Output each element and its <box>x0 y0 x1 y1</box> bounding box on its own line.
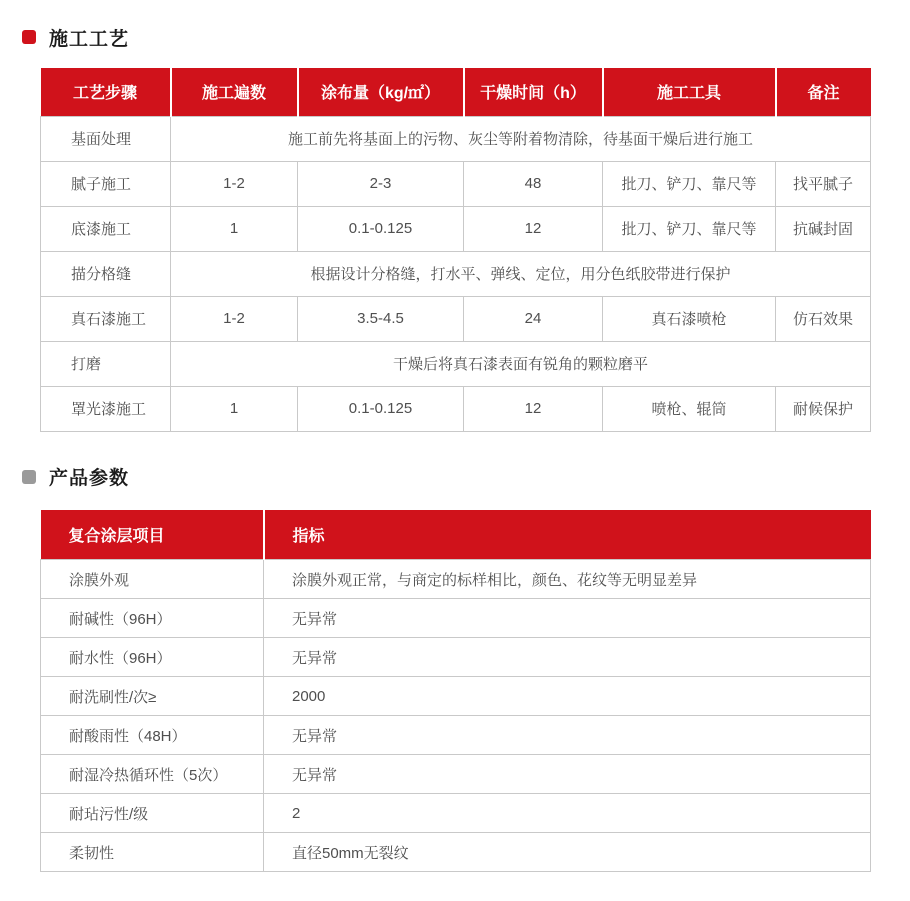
cell-item: 耐酸雨性（48H） <box>41 716 264 755</box>
construction-process-table <box>40 68 871 432</box>
cell-drying-time: 12 <box>464 386 603 431</box>
table-row <box>41 251 871 296</box>
cell-coating-amount: 0.1-0.125 <box>298 206 464 251</box>
parameters-table-body <box>41 560 871 872</box>
cell-merged-note: 根据设计分格缝，打水平、弹线、定位，用分色纸胶带进行保护 <box>171 251 871 296</box>
table-row <box>41 755 871 794</box>
section2-header <box>22 466 870 488</box>
table-row <box>41 206 871 251</box>
parameters-table-head <box>41 510 871 560</box>
cell-value: 无异常 <box>264 599 871 638</box>
product-parameters-table <box>40 510 871 873</box>
cell-step: 罩光漆施工 <box>41 386 171 431</box>
table-row <box>41 638 871 677</box>
cell-merged-note: 干燥后将真石漆表面有锐角的颗粒磨平 <box>171 341 871 386</box>
cell-value: 直径50mm无裂纹 <box>264 833 871 872</box>
cell-step: 打磨 <box>41 341 171 386</box>
table-row <box>41 560 871 599</box>
col-header-indicator: 指标 <box>264 510 871 560</box>
header-row <box>41 68 871 116</box>
cell-tools: 喷枪、辊筒 <box>603 386 776 431</box>
header-row <box>41 510 871 560</box>
cell-drying-time: 48 <box>464 161 603 206</box>
cell-remarks: 仿石效果 <box>776 296 871 341</box>
cell-step: 描分格缝 <box>41 251 171 296</box>
cell-item: 耐湿冷热循环性（5次） <box>41 755 264 794</box>
section1-header <box>22 26 870 48</box>
cell-value: 2000 <box>264 677 871 716</box>
table-row <box>41 677 871 716</box>
cell-remarks: 耐候保护 <box>776 386 871 431</box>
table-row <box>41 833 871 872</box>
cell-value: 无异常 <box>264 716 871 755</box>
cell-value: 涂膜外观正常，与商定的标样相比，颜色、花纹等无明显差异 <box>264 560 871 599</box>
cell-item: 柔韧性 <box>41 833 264 872</box>
cell-value: 2 <box>264 794 871 833</box>
table-row <box>41 296 871 341</box>
cell-drying-time: 24 <box>464 296 603 341</box>
cell-tools: 批刀、铲刀、靠尺等 <box>603 206 776 251</box>
cell-step: 真石漆施工 <box>41 296 171 341</box>
red-square-bullet-icon <box>22 30 36 44</box>
cell-item: 耐洗刷性/次≥ <box>41 677 264 716</box>
col-header-drying-time: 干燥时间（h） <box>464 68 603 116</box>
cell-tools: 批刀、铲刀、靠尺等 <box>603 161 776 206</box>
table-row <box>41 161 871 206</box>
construction-table-body <box>41 116 871 431</box>
gray-square-bullet-icon <box>22 470 36 484</box>
cell-coating-amount: 0.1-0.125 <box>298 386 464 431</box>
col-header-coating-amount: 涂布量（kg/㎡） <box>298 68 464 116</box>
cell-tools: 真石漆喷枪 <box>603 296 776 341</box>
cell-merged-note: 施工前先将基面上的污物、灰尘等附着物清除，待基面干燥后进行施工 <box>171 116 871 161</box>
col-header-step: 工艺步骤 <box>41 68 171 116</box>
cell-coating-amount: 2-3 <box>298 161 464 206</box>
cell-drying-time: 12 <box>464 206 603 251</box>
cell-passes: 1-2 <box>171 296 298 341</box>
cell-item: 耐水性（96H） <box>41 638 264 677</box>
cell-step: 腻子施工 <box>41 161 171 206</box>
table-row <box>41 386 871 431</box>
cell-passes: 1-2 <box>171 161 298 206</box>
cell-item: 耐玷污性/级 <box>41 794 264 833</box>
cell-value: 无异常 <box>264 755 871 794</box>
cell-item: 耐碱性（96H） <box>41 599 264 638</box>
cell-remarks: 抗碱封固 <box>776 206 871 251</box>
cell-value: 无异常 <box>264 638 871 677</box>
cell-remarks: 找平腻子 <box>776 161 871 206</box>
col-header-tools: 施工工具 <box>603 68 776 116</box>
cell-passes: 1 <box>171 206 298 251</box>
table-row <box>41 116 871 161</box>
cell-passes: 1 <box>171 386 298 431</box>
col-header-coating-item: 复合涂层项目 <box>41 510 264 560</box>
section1-title: 施工工艺 <box>49 28 130 50</box>
col-header-remarks: 备注 <box>776 68 871 116</box>
col-header-passes: 施工遍数 <box>171 68 298 116</box>
table-row <box>41 599 871 638</box>
cell-step: 基面处理 <box>41 116 171 161</box>
construction-table-head <box>41 68 871 116</box>
section2-title: 产品参数 <box>49 468 130 489</box>
table-row <box>41 794 871 833</box>
table-row <box>41 716 871 755</box>
table-row <box>41 341 871 386</box>
cell-coating-amount: 3.5-4.5 <box>298 296 464 341</box>
cell-item: 涂膜外观 <box>41 560 264 599</box>
cell-step: 底漆施工 <box>41 206 171 251</box>
